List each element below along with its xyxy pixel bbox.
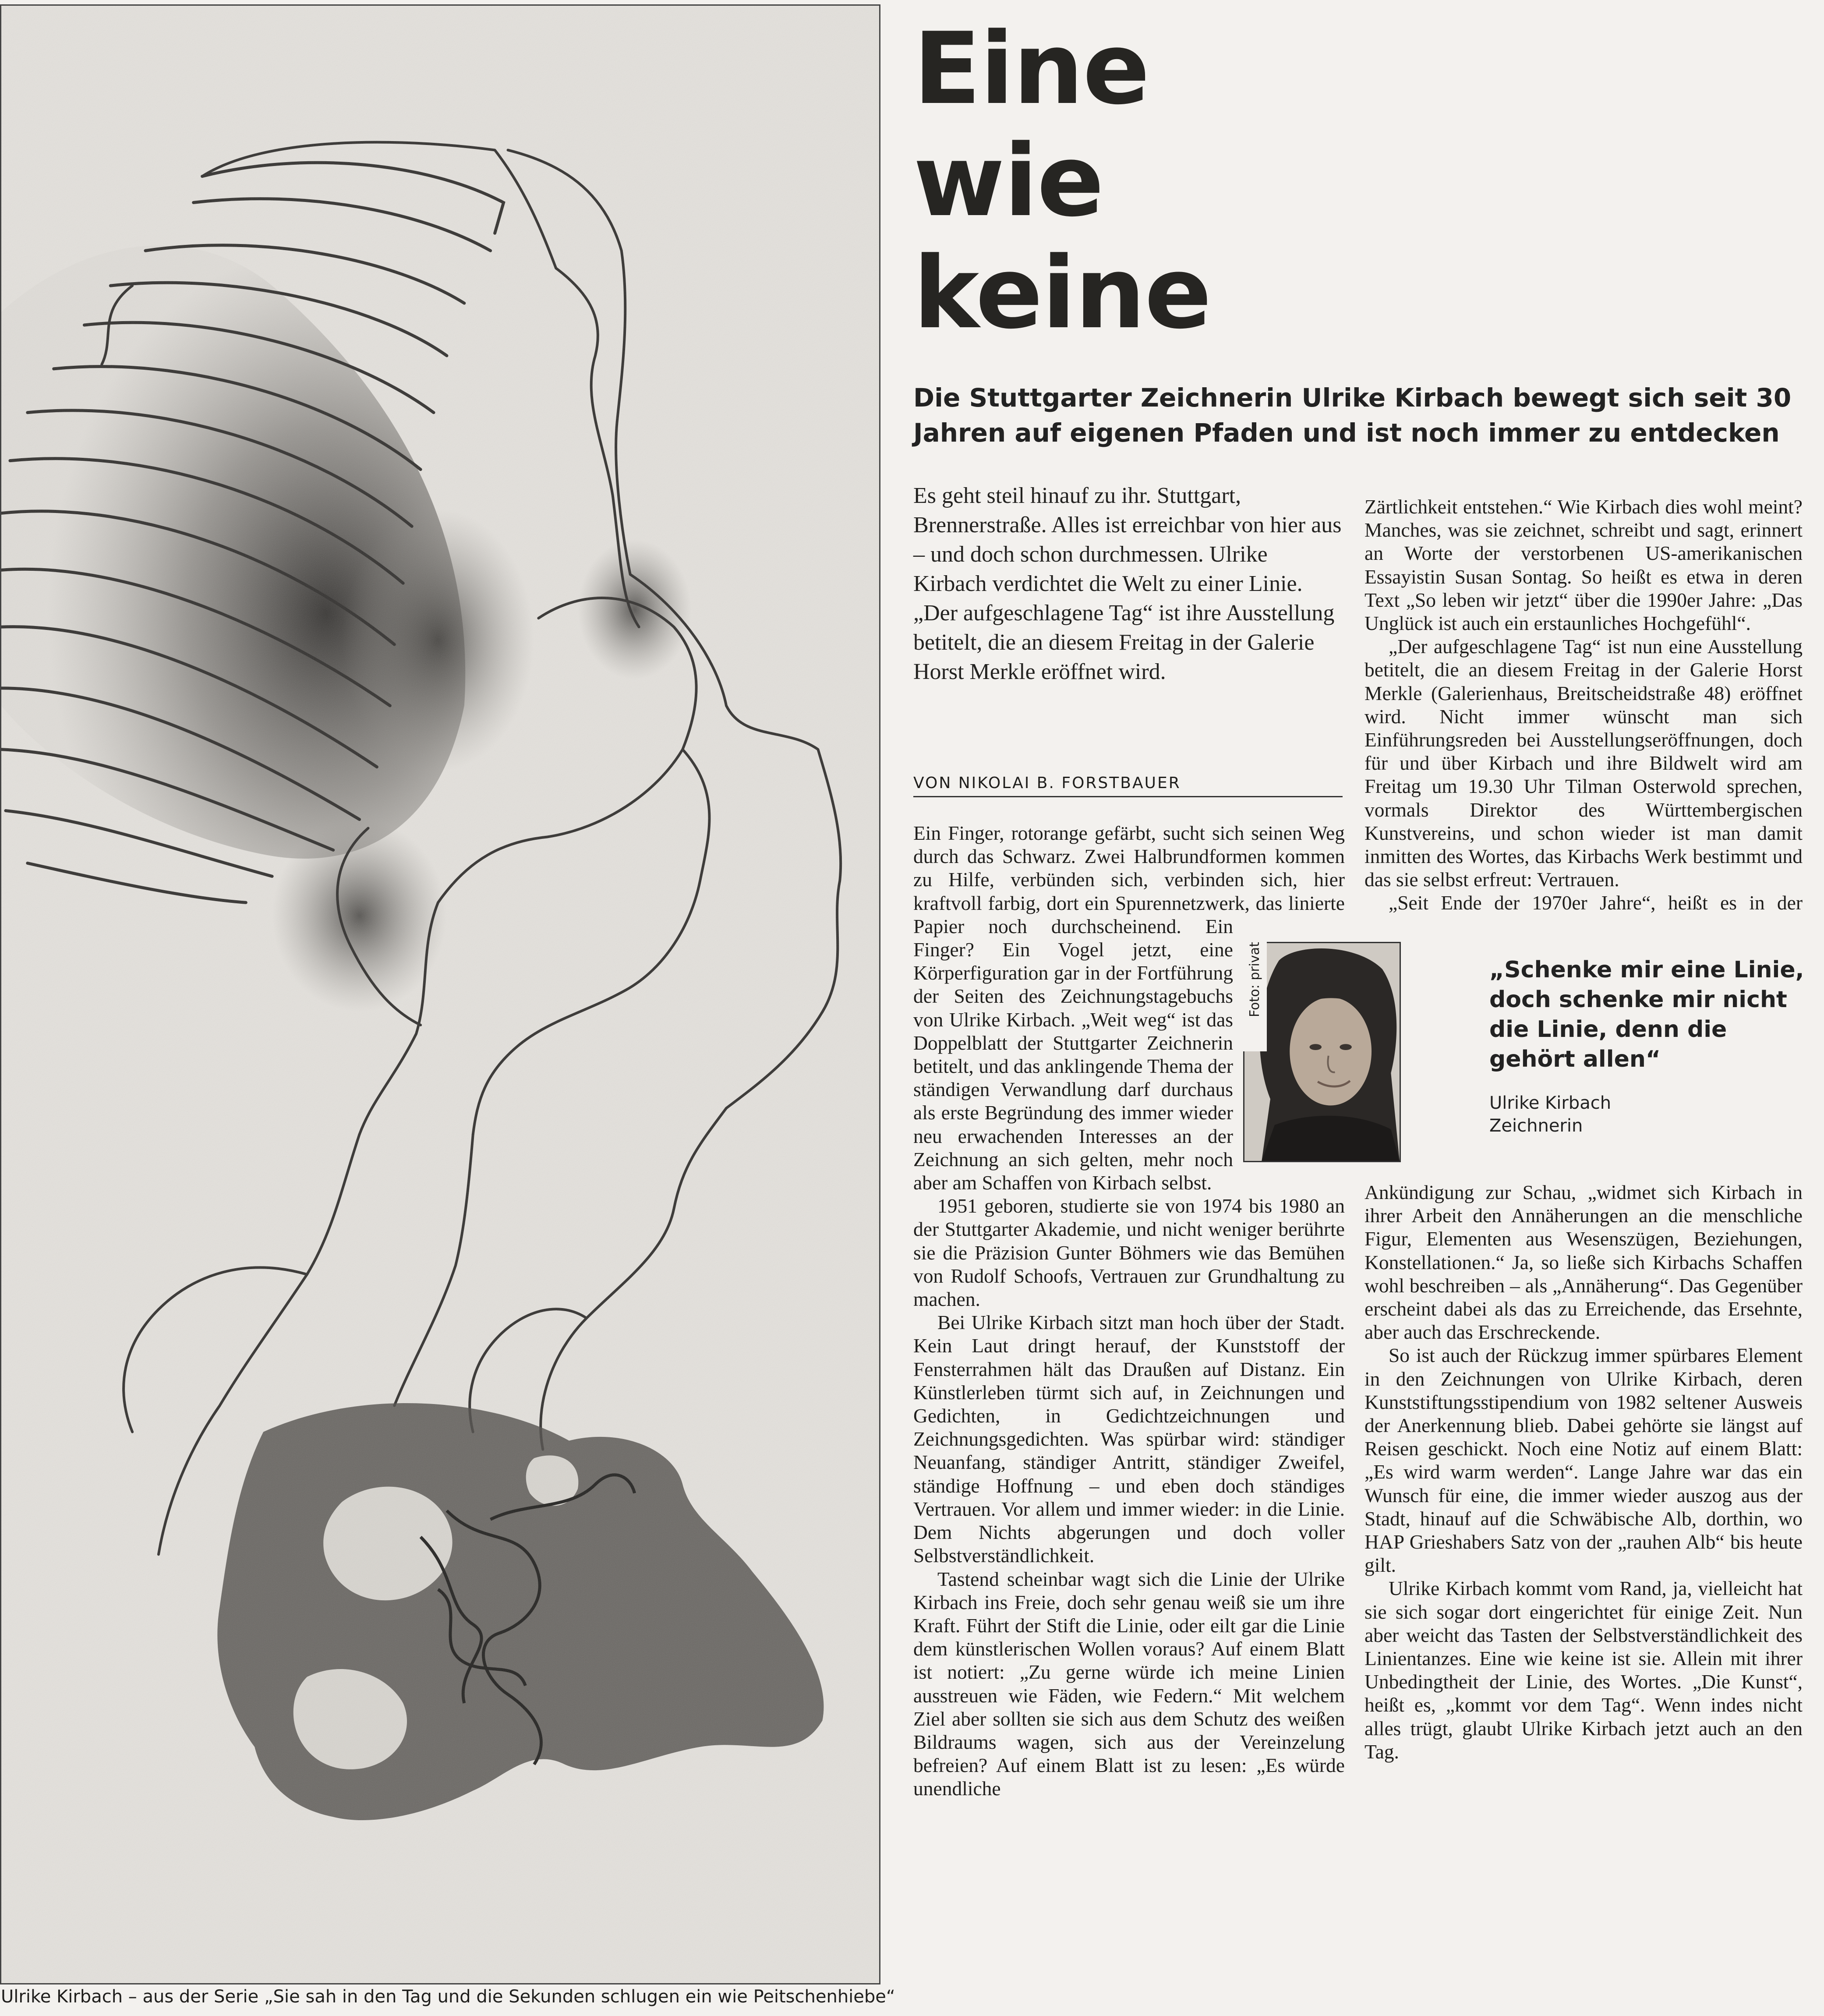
col2-paragraph: Zärtlichkeit entstehen.“ Wie Kirbach dies wohl meint? Manches, was sie zeichnet, schreibt und sagt, erinnert an Worte der verstorbenen US-amerikanischen Essayistin Susan Sontag. So heißt es etwa in deren Text „So leben wir jetzt“ über die 1990er Jahre: „Das Unglück ist auch ein erstaunliches Hochgefühl“. [1364, 495, 1803, 635]
headline-line-3: keine [913, 236, 1211, 351]
col1-paragraph: Tastend scheinbar wagt sich die Linie der Ulrike Kirbach ins Freie, doch sehr genau weiß sie um ihre Kraft. Führt der Stift die Linie, oder eilt gar die Linie dem künstlerischen Wollen voraus? Auf einem Blatt ist notiert: „Zu gerne würde ich meine Linien ausstreuen wie Fäden, wie Federn.“ Mit welchem Ziel aber sollten sie sich aus dem Schutz des weißen Bildraums wagen, sich aus der Vereinzelung befreien? Auf einem Blatt ist zu lesen: „Es würde unendliche [913, 1567, 1345, 1800]
quote-author-role: Zeichnerin [1489, 1116, 1583, 1136]
article-column-2 [1364, 495, 1803, 2016]
artwork-caption: Ulrike Kirbach – aus der Serie „Sie sah in den Tag und die Sekunden schlugen ein wie Peitschenhiebe“ [1, 1987, 895, 2007]
quote-author-name: Ulrike Kirbach [1489, 1093, 1612, 1113]
pull-quote-box [1489, 942, 1805, 1178]
col1-paragraph: Bei Ulrike Kirbach sitzt man hoch über der Stadt. Kein Laut dringt herauf, der Kunststoff der Fensterrahmen hält das Draußen auf Distanz. Ein Künstlerleben türmt sich auf, in Zeichnungen und Gedichten, in Gedichtzeichnungen und Zeichnungsgedichten. Was spürbar wird: ständiger Neuanfang, ständiger Antritt, ständiger Zweifel, ständige Hoffnung – und eben doch ständiges Vertrauen. Vor allem und immer wieder: in die Linie. Dem Nichts abgerungen und doch voller Selbstverständlichkeit. [913, 1311, 1345, 1567]
pull-quote: „Schenke mir eine Linie, doch schenke mir nicht die Linie, denn die gehört allen“ [1489, 957, 1804, 1072]
col2-paragraph: „Der aufgeschlagene Tag“ ist nun eine Ausstellung betitelt, die an diesem Freitag in der Galerie Horst Merkle (Galerienhaus, Breitscheidstraße 48) eröffnet wird. Nicht immer wünscht man sich Einführungsreden bei Ausstellungseröffnungen, doch für und über Kirbach und ihre Bildwelt wird am Freitag um 19.30 Uhr Tilman Osterwold sprechen, vormals Direktor des Württembergischen Kunstvereins, und schon wieder ist man damit inmitten des Wortes, das Kirbachs Werk bestimmt und das sie selbst erfreut: Vertrauen. [1364, 635, 1803, 891]
artwork-image [0, 4, 880, 1984]
col2-paragraph: „Seit Ende der 1970er Jahre“, heißt es in der Ankündigung zur Schau, „widmet sich Kirbach in ihrer Arbeit den Annäherungen an die menschliche Figur, Elementen aus Wesenszügen, Beziehungen, Konstellationen.“ Ja, so ließe sich Kirbachs Schaffen wohl beschreiben – als „Annäherung“. Das Gegenüber erscheint dabei als das zu Erreichende, das Ersehnte, aber auch das Erschreckende. [1364, 891, 1803, 1344]
lead-paragraph: Es geht steil hinauf zu ihr. Stuttgart, Brennerstraße. Alles ist erreichbar von hier aus – und doch schon durchmessen. Ulrike Kirbach verdichtet die Welt zu einer Linie. „Der aufgeschlagene Tag“ ist ihre Ausstellung betitelt, die an diesem Freitag in der Galerie Horst Merkle eröffnet wird. [913, 483, 1342, 684]
col1-paragraph: 1951 geboren, studierte sie von 1974 bis 1980 an der Stuttgarter Akademie, und nicht weniger berührte sie die Präzision Gunter Böhmers wie das Bemühen von Rudolf Schoofs, Vertrauen zur Grundhaltung zu machen. [913, 1195, 1345, 1311]
line-drawing [1, 6, 879, 1983]
photo-credit: Foto: privat [1243, 942, 1267, 1051]
headline [913, 13, 1211, 350]
byline: VON NIKOLAI B. FORSTBAUER [913, 772, 1343, 797]
col2-paragraph: So ist auch der Rückzug immer spürbares Element in den Zeichnungen von Ulrike Kirbach, deren Kunststiftungsstipendium von 1982 seltener Ausweis der Anerkennung blieb. Dabei gehörte sie längst auf Reisen geschickt. Noch eine Notiz auf einem Blatt: „Es wird warm werden“. Lange Jahre war das ein Wunsch für eine, die immer wieder auszog aus der Stadt, hinauf auf die Schwäbische Alb, dorthin, wo HAP Grieshabers Satz von der „rauhen Alb“ bis heute gilt. [1364, 1344, 1803, 1577]
col2-paragraph: Ulrike Kirbach kommt vom Rand, ja, vielleicht hat sie sich sogar dort eingerichtet für einige Zeit. Nun aber weicht das Tasten der Selbstverständlichkeit des Linientanzes. Eine wie keine ist sie. Allein mit ihrer Unbedingtheit der Linie, des Wortes. „Die Kunst“, heißt es, „kommt vor dem Tag“. Wenn indes nicht alles trügt, glaubt Ulrike Kirbach jetzt auch an den Tag. [1364, 1577, 1803, 1763]
col1-paragraph: Ein Finger, rotorange gefärbt, sucht sich seinen Weg durch das Schwarz. Zwei Halbrundformen kommen zu Hilfe, verbünden sich, verbinden sich, hier kraftvoll farbig, dort ein Spurennetzwerk, das linierte Papier noch durchscheinend. Ein Finger? Ein Vogel jetzt, eine Körperfiguration gar in der Fortführung der Seiten des Zeichnungstagebuchs von Ulrike Kirbach. „Weit weg“ ist das Doppelblatt der Stuttgarter Zeichnerin betitelt, und das anklingende Thema der ständigen Verwandlung darf durchaus als erste Begründung des immer wieder neu erwachenden Interesses an der Zeichnung an sich gelten, mehr noch aber am Schaffen von Kirbach selbst. [913, 822, 1345, 1194]
headline-line-2: wie [913, 124, 1103, 239]
headline-line-1: Eine [913, 11, 1149, 127]
subheadline: Die Stuttgarter Zeichnerin Ulrike Kirbach bewegt sich seit 30 Jahren auf eigenen Pfaden und ist noch immer zu entdecken [913, 383, 1792, 448]
quote-attribution [1489, 1092, 1805, 1137]
